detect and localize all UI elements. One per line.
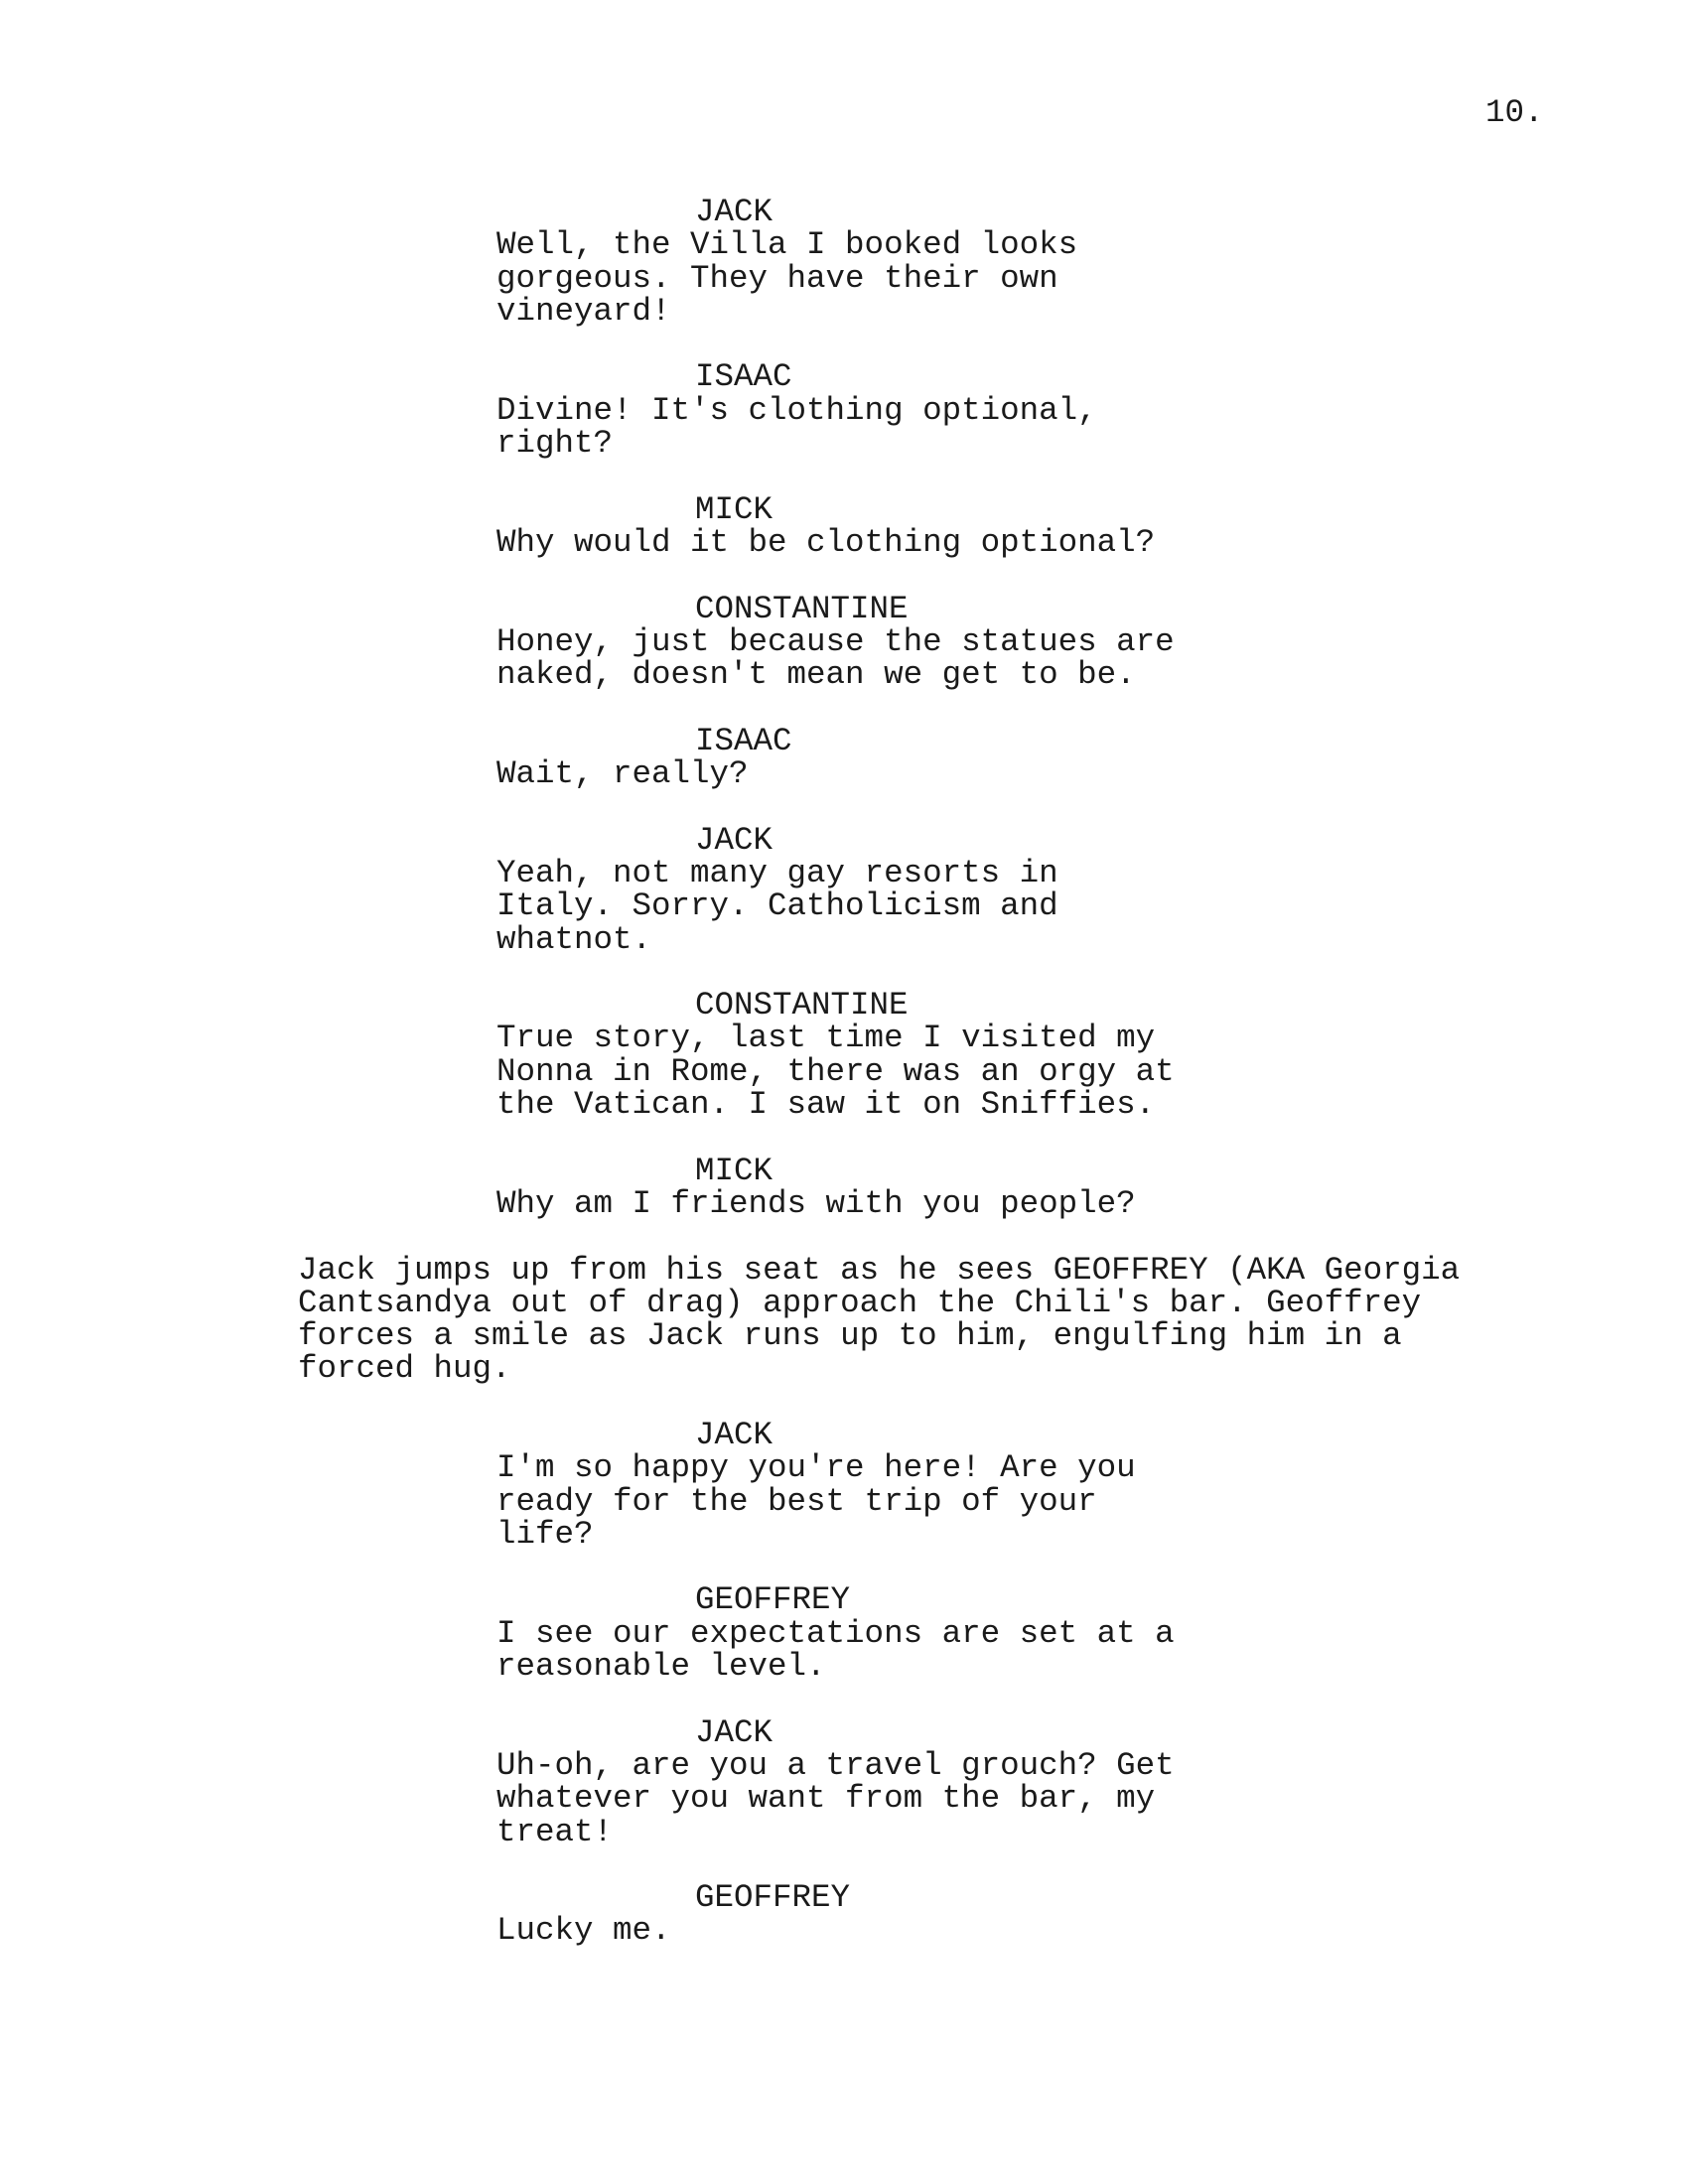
dialogue-block: [0, 196, 1688, 328]
dialogue-block: [0, 490, 1688, 561]
character-name: JACK: [695, 1416, 774, 1453]
character-name: CONSTANTINE: [695, 987, 909, 1024]
dialogue-block: [0, 1713, 1688, 1850]
spacer: [0, 790, 1688, 823]
dialogue-block: [0, 590, 1688, 694]
character-name: ISAAC: [695, 722, 792, 759]
spacer: [0, 559, 1688, 592]
dialogue-block: [0, 722, 1688, 793]
spacer: [0, 460, 1688, 492]
dialogue-line: Why would it be clothing optional?: [496, 523, 1156, 561]
dialogue-block: [0, 1152, 1688, 1222]
dialogue-line: Yeah, not many gay resorts in Italy. Sorry. Catholicism and whatnot.: [496, 854, 1058, 958]
character-name: MICK: [695, 1152, 774, 1189]
dialogue-block: [0, 1581, 1688, 1686]
spacer: [0, 691, 1688, 724]
dialogue-block: [0, 987, 1688, 1124]
screenplay-body: [0, 196, 1688, 1948]
dialogue-block: [0, 358, 1688, 463]
spacer: [0, 1121, 1688, 1154]
dialogue-block: [0, 821, 1688, 958]
character-name: JACK: [695, 194, 774, 230]
dialogue-line: Divine! It's clothing optional, right?: [496, 391, 1097, 463]
dialogue-line: I'm so happy you're here! Are you ready for the best trip of your life?: [496, 1449, 1136, 1553]
spacer: [0, 1848, 1688, 1881]
dialogue-line: Honey, just because the statues are naked, doesn't mean we get to be.: [496, 622, 1175, 694]
action-line: Jack jumps up from his seat as he sees GEOFFREY (AKA Georgia Cantsandya out of drag) approach the Chili's bar. Geoffrey forces a smile as Jack runs up to him, engulfing him in a forced hug.: [298, 1251, 1461, 1388]
spacer: [0, 1551, 1688, 1583]
dialogue-line: Uh-oh, are you a travel grouch? Get whatever you want from the bar, my treat!: [496, 1746, 1175, 1850]
spacer: [0, 1386, 1688, 1419]
character-name: GEOFFREY: [695, 1879, 851, 1917]
dialogue-line: I see our expectations are set at a reasonable level.: [496, 1614, 1175, 1686]
spacer: [0, 328, 1688, 360]
dialogue-block: [0, 1881, 1688, 1948]
spacer: [0, 1220, 1688, 1253]
dialogue-line: True story, last time I visited my Nonna in Rome, there was an orgy at the Vatican. I saw it on Sniffies.: [496, 1020, 1175, 1124]
spacer: [0, 1683, 1688, 1715]
dialogue-line: Well, the Villa I booked looks gorgeous. They have their own vineyard!: [496, 226, 1078, 330]
dialogue-line: Why am I friends with you people?: [496, 1184, 1136, 1222]
character-name: ISAAC: [695, 358, 792, 396]
character-name: JACK: [695, 821, 774, 859]
character-name: GEOFFREY: [695, 1581, 851, 1619]
dialogue-line: Wait, really?: [496, 755, 749, 793]
character-name: JACK: [695, 1713, 774, 1751]
character-name: MICK: [695, 490, 774, 528]
dialogue-block: [0, 1416, 1688, 1553]
dialogue-line: Lucky me.: [496, 1912, 671, 1950]
page-number: 10.: [1485, 94, 1544, 131]
spacer: [0, 956, 1688, 989]
action-block: [0, 1251, 1688, 1388]
character-name: CONSTANTINE: [695, 590, 909, 627]
